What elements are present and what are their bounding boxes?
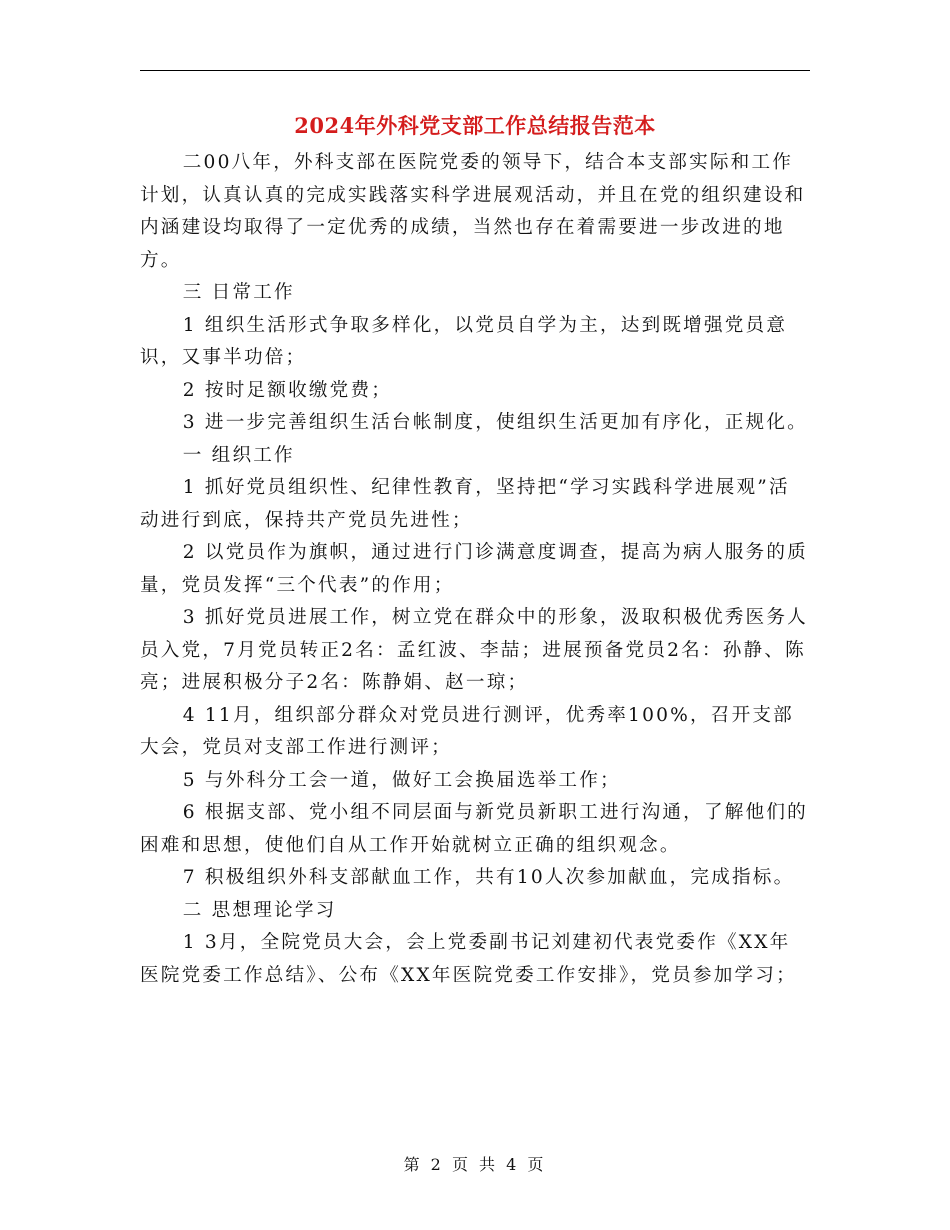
list-item: 1 抓好党员组织性、纪律性教育，坚持把“学习实践科学进展观”活动进行到底，保持共产党员先进性； xyxy=(140,477,790,531)
section-heading: 二 思想理论学习 xyxy=(182,899,337,921)
document-title: 2024年外科党支部工作总结报告范本 xyxy=(294,113,656,138)
list-item: 2 以党员作为旗帜，通过进行门诊满意度调查，提高为病人服务的质量，党员发挥“三个代表”的作用； xyxy=(140,542,808,596)
header-rule xyxy=(140,70,810,71)
page-number: 第 2 页 共 4 页 xyxy=(403,1155,547,1174)
list-item: 1 3月，全院党员大会，会上党委副书记刘建初代表党委作《XX年医院党委工作总结》、公布《XX年医院党委工作安排》，党员参加学习； xyxy=(140,932,797,986)
list-item: 3 进一步完善组织生活台帐制度，使组织生活更加有序化，正规化。 xyxy=(182,412,808,433)
list-item: 1 组织生活形式争取多样化，以党员自学为主，达到既增强党员意识，又事半功倍； xyxy=(140,314,788,368)
section-heading: 三 日常工作 xyxy=(182,282,295,303)
list-item: 7 积极组织外科支部献血工作，共有10人次参加献血，完成指标。 xyxy=(182,867,795,888)
list-item: 3 抓好党员进展工作，树立党在群众中的形象，汲取积极优秀医务人员入党，7月党员转正2名：孟红波、李喆；进展预备党员2名：孙静、陈亮；进展积极分子2名：陈静娟、赵一琼； xyxy=(140,607,808,693)
list-item: 4 11月，组织部分群众对党员进行测评，优秀率100%，召开支部大会，党员对支部工作进行测评； xyxy=(140,704,794,758)
paragraph: 二00八年，外科支部在医院党委的领导下，结合本支部实际和工作计划，认真认真的完成实践落实科学进展观活动，并且在党的组织建设和内涵建设均取得了一定优秀的成绩，当然也存在着需要进一步改进的地方。 xyxy=(140,152,806,271)
list-item: 2 按时足额收缴党费； xyxy=(182,379,393,401)
list-item: 6 根据支部、党小组不同层面与新党员新职工进行沟通，了解他们的困难和思想，使他们自从工作开始就树立正确的组织观念。 xyxy=(140,802,808,856)
section-heading: 一 组织工作 xyxy=(182,444,295,466)
list-item: 5 与外科分工会一道，做好工会换届选举工作； xyxy=(182,769,621,791)
document-body xyxy=(140,147,808,992)
